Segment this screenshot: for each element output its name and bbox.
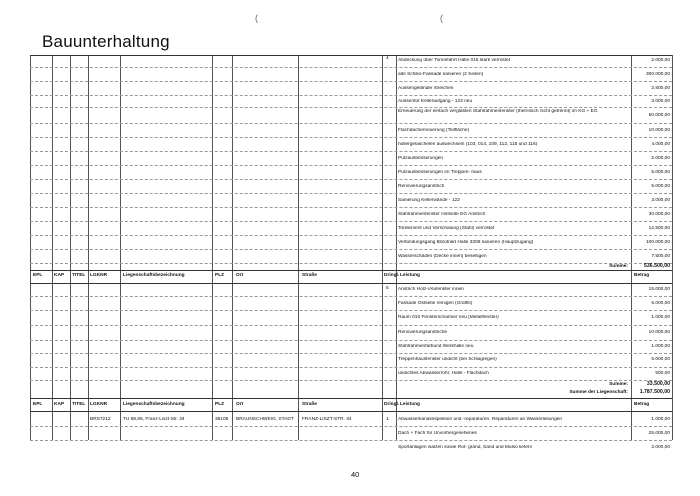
amount: 300.000,00 (645, 72, 670, 77)
service-description: Putzausbesserungen (398, 156, 444, 161)
property-total-value: 1.787.500,00 (639, 389, 670, 395)
table-row (30, 137, 672, 152)
table-row (30, 367, 672, 381)
header-strasse: Straße (302, 402, 317, 407)
sum-value: 536.500,00 (644, 263, 670, 269)
service-description: Treppenhausfenster undicht (bei Schlagregen) (398, 357, 497, 362)
service-description: Erneuerung der einfach verglasten Stahlrahmenfenster (thermisch nicht getrennt) im KG + EG (398, 109, 598, 114)
amount: 1.000,00 (651, 417, 670, 422)
property-name: TU 85,85, Franz-Liszt-Str. 34 (123, 417, 185, 422)
header-ort: Ort (236, 402, 244, 407)
amount: 3.000,00 (651, 198, 670, 203)
service-description: Renovierungsanstriche (398, 330, 448, 335)
amount: 5.000,00 (651, 184, 670, 189)
table-row (30, 353, 672, 368)
header-leistung: Leistung (400, 273, 420, 278)
header-bezeichnung: Liegenschaftsbezeichnung (123, 273, 185, 278)
amount: 100.000,00 (645, 240, 670, 245)
header-bezeichnung: Liegenschaftsbezeichnung (123, 402, 185, 407)
table-row (30, 165, 672, 180)
service-description: hollergelaschelen auswechseln (103, 014, 109, 112, 115 und 116) (398, 142, 538, 147)
urgency: 1 (386, 417, 389, 422)
table-row (30, 151, 672, 166)
service-description: undichtes Abwasserrohr, Halle - Flachdach (398, 371, 489, 376)
table-row (30, 426, 672, 441)
header-betrag: Betrag (634, 273, 650, 278)
sum-value: 33.500,00 (646, 381, 670, 387)
header-epl: EPL (33, 273, 43, 278)
amount: 5.000,00 (651, 357, 670, 362)
table-row (30, 249, 672, 264)
amount: 2.000,00 (651, 445, 670, 450)
property-total-label: Summe der Liegenschaft: (569, 390, 628, 395)
amount: 30.000,00 (648, 212, 670, 217)
amount: 15.000,00 (648, 287, 670, 292)
header-dringl: Dringl. (384, 273, 400, 278)
header-ort: Ort (236, 273, 244, 278)
amount: 5.000,00 (651, 301, 670, 306)
amount: 5.000,00 (651, 170, 670, 175)
scan-mark: ( (255, 13, 258, 23)
service-description: Flachdacherneuerung (Teilfläche) (398, 128, 470, 133)
postal-code: 38106 (215, 417, 229, 422)
amount: 7.500,00 (651, 254, 670, 259)
service-description: Aussentür Kelleraufgang - 123 neu (398, 99, 473, 104)
service-description: Sanierung Kellerwände - 122 (398, 198, 460, 203)
header-titel: TITEL (72, 402, 86, 407)
header-epl: EPL (33, 402, 43, 407)
service-description: Putzausbesserungen im Treppen- haus (398, 170, 482, 175)
service-description: Raum 010 Fensterscharnier neu (Metallfenster) (398, 315, 499, 320)
service-description: Fassade Ostseite reinigen (Graffiti) (398, 301, 473, 306)
service-description: Dach + Fach für Unvorhergesehenes (398, 431, 477, 436)
amount: 2.000,00 (651, 156, 670, 161)
amount: 10.000,00 (648, 128, 670, 133)
street: FRANZ-LISZT-STR. 34 (302, 417, 352, 422)
header-strasse: Straße (302, 273, 317, 278)
table-row (30, 411, 672, 427)
service-description: alte Schiko-Fassade sanieren (2 Seiten) (398, 72, 484, 77)
page-number: 40 (351, 470, 360, 479)
scan-mark: ( (440, 13, 443, 23)
header-kap: KAP (54, 273, 65, 278)
item-number: 4 (386, 56, 389, 61)
table-row (30, 207, 672, 222)
service-description: Sportanlagen walzen sowie Rot- grand, Sand und Mulso liefern (398, 445, 533, 450)
header-leistung: Leistung (400, 402, 420, 407)
table-row (30, 283, 672, 297)
header-rule (30, 270, 672, 271)
header-plz: PLZ (215, 402, 225, 407)
service-description: Anstrich Holz-/Alufenster innen (398, 287, 464, 292)
service-description: Stahlrahmenfarbund Werkhalle neu (398, 344, 474, 349)
service-description: Verbindungsgang Bürotrakt Halle 3308 sanieren (Hauptzugang) (398, 240, 534, 245)
header-betrag: Betrag (634, 402, 650, 407)
city: BRAUNSCHWEIG, STADT (236, 417, 294, 422)
amount: 2.000,00 (651, 58, 670, 63)
page-title: Bauunterhaltung (42, 32, 170, 51)
service-description: Abwasserkanalinspektion und -reparaturen, Reparaturen an Wasserleitungen (398, 417, 563, 422)
table-row (30, 179, 672, 194)
amount: 50.000,00 (648, 113, 670, 118)
header-dringl: Dringl. (384, 402, 400, 407)
amount: 2.500,00 (651, 86, 670, 91)
sum-label: Summe: (609, 382, 628, 387)
table-row (30, 325, 672, 341)
service-description: Renovierungsanstrich (398, 184, 445, 189)
amount: 1.000,00 (651, 315, 670, 320)
amount: 500,00 (655, 371, 670, 376)
amount: 12.500,00 (648, 226, 670, 231)
item-number: 5 (386, 286, 389, 291)
amount: 1.000,00 (651, 344, 670, 349)
service-description: Torelement und Verschalung (Stahl) verrostet (398, 226, 495, 231)
header-plz: PLZ (215, 273, 225, 278)
amount: 3.000,00 (651, 99, 670, 104)
header-lgknr: LGKNR (90, 273, 108, 278)
service-description: Stahlrahmenfenster Hofseite EG Anstrich (398, 212, 486, 217)
amount: 25.000,00 (648, 431, 670, 436)
service-description: Aussengeländer streichen (398, 86, 454, 91)
table-row (30, 123, 672, 138)
table-row (30, 67, 672, 82)
table-row (30, 81, 672, 96)
table-row (30, 296, 672, 311)
column-rule (672, 55, 673, 440)
amount: 4.000,00 (651, 142, 670, 147)
service-description: Wasserschäden (Decke innen) beseitigen (398, 254, 487, 259)
amount: 10.000,00 (648, 330, 670, 335)
service-description: Abdeckung über Toreinfahrt Halle 015 stark verrostet (398, 58, 511, 63)
header-lgknr: LGKNR (90, 402, 108, 407)
sum-label: Summe: (609, 264, 628, 269)
table-row (30, 440, 672, 454)
table-row (30, 340, 672, 354)
property-number: BRS7212 (90, 417, 111, 422)
table-row (30, 310, 672, 326)
header-kap: KAP (54, 402, 65, 407)
header-titel: TITEL (72, 273, 86, 278)
header-rule (30, 398, 672, 399)
table-row (30, 107, 672, 124)
table-row (30, 221, 672, 236)
table-row (30, 235, 672, 250)
table-row (30, 193, 672, 208)
